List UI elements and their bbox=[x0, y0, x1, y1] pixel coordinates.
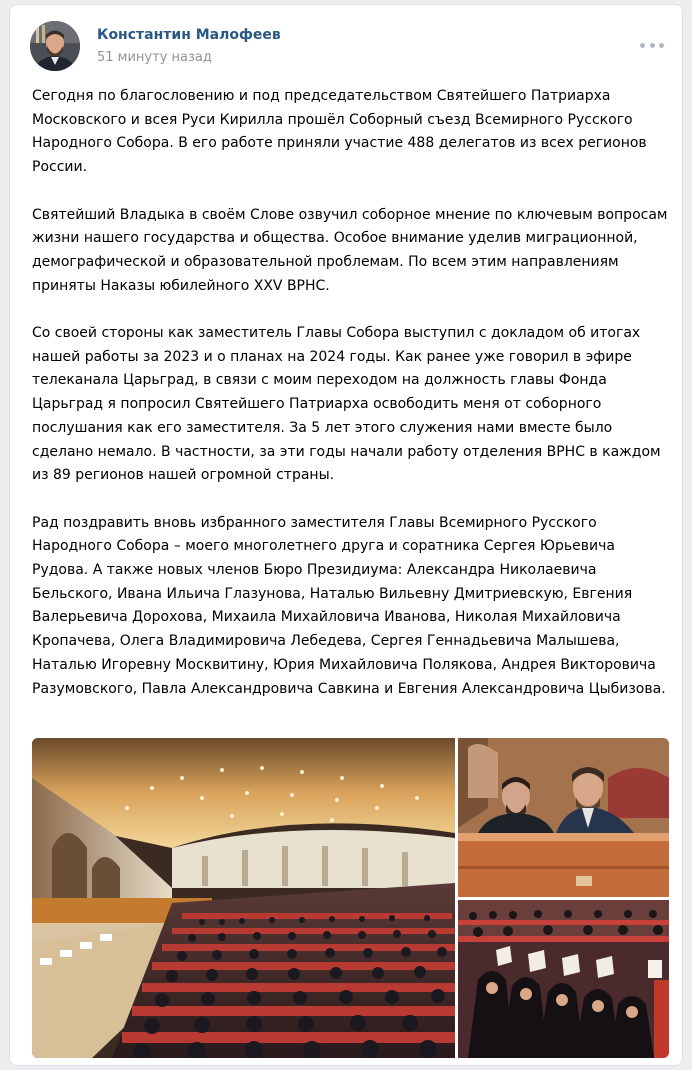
post-paragraph: Сегодня по благословению и под председательством Святейшего Патриарха Московского и всея Руси Кирилла прошёл Соборный съезд Всемирного Русского Народного Собора. В его работе приняли участие 488 делегатов из всех регионов России. bbox=[32, 88, 647, 176]
photo-clergy-voting[interactable] bbox=[458, 900, 669, 1058]
photo-presidium[interactable] bbox=[458, 738, 669, 897]
photo-congress-hall[interactable] bbox=[32, 738, 455, 1058]
more-horizontal-icon-dot bbox=[650, 43, 655, 48]
post-timestamp[interactable]: 51 минуту назад bbox=[97, 50, 212, 65]
photo-gallery bbox=[32, 738, 669, 1058]
post-paragraph: Со своей стороны как заместитель Главы Собора выступил с докладом об итогах нашей работы за 2023 и о планах на 2024 годы. Как ранее уже говорил в эфире телеканала Царьград, в связи с моим переходом на должность главы Фонда Царьград я попросил Святейшего Патриарха освободить меня от соборного послушания как его заместителя. За 5 лет этого служения нами вместе было сделано немало. В частности, за эти годы начали работу отделения ВРНС в каждом из 89 регионов нашей огромной страны. bbox=[32, 325, 661, 484]
post-text bbox=[32, 85, 672, 701]
more-horizontal-icon bbox=[640, 43, 645, 48]
more-options-button[interactable] bbox=[640, 37, 664, 53]
presidium-image bbox=[458, 738, 669, 897]
post-paragraph: Рад поздравить вновь избранного заместителя Главы Всемирного Русского Народного Собора – моего многолетнего друга и соратника Сергея Юрьевича Рудова. А также новых членов Бюро Президиума: Александра Николаевича Бельского, Ивана Ильича Глазунова, Наталью Вильевну Дмитриевскую, Евгения Валерьевича Дорохова, Михаила Михайловича Иванова, Николая Михайловича Кропачева, Олега Владимировича Лебедева, Сергея Геннадьевича Малышева, Наталью Игоревну Москвитину, Юрия Михайловича Полякова, Андрея Викторовича Разумовского, Павла Александровича Савкина и Евгения Александровича Цыбизова. bbox=[32, 514, 666, 697]
post-paragraph: Святейший Владыка в своём Слове озвучил соборное мнение по ключевым вопросам жизни нашего государства и общества. Особое внимание уделив миграционной, демографической и образовательной проблемам. По всем этим направлениям приняты Наказы юбилейного XXV ВРНС. bbox=[32, 206, 668, 294]
clergy-voting-image bbox=[458, 900, 669, 1058]
post-header bbox=[30, 21, 664, 73]
congress-hall-image bbox=[32, 738, 455, 1058]
author-avatar[interactable] bbox=[30, 21, 80, 71]
more-horizontal-icon-dot bbox=[659, 43, 664, 48]
avatar-image bbox=[30, 21, 80, 71]
author-name[interactable]: Константин Малофеев bbox=[97, 27, 281, 43]
post-card bbox=[9, 4, 683, 1066]
